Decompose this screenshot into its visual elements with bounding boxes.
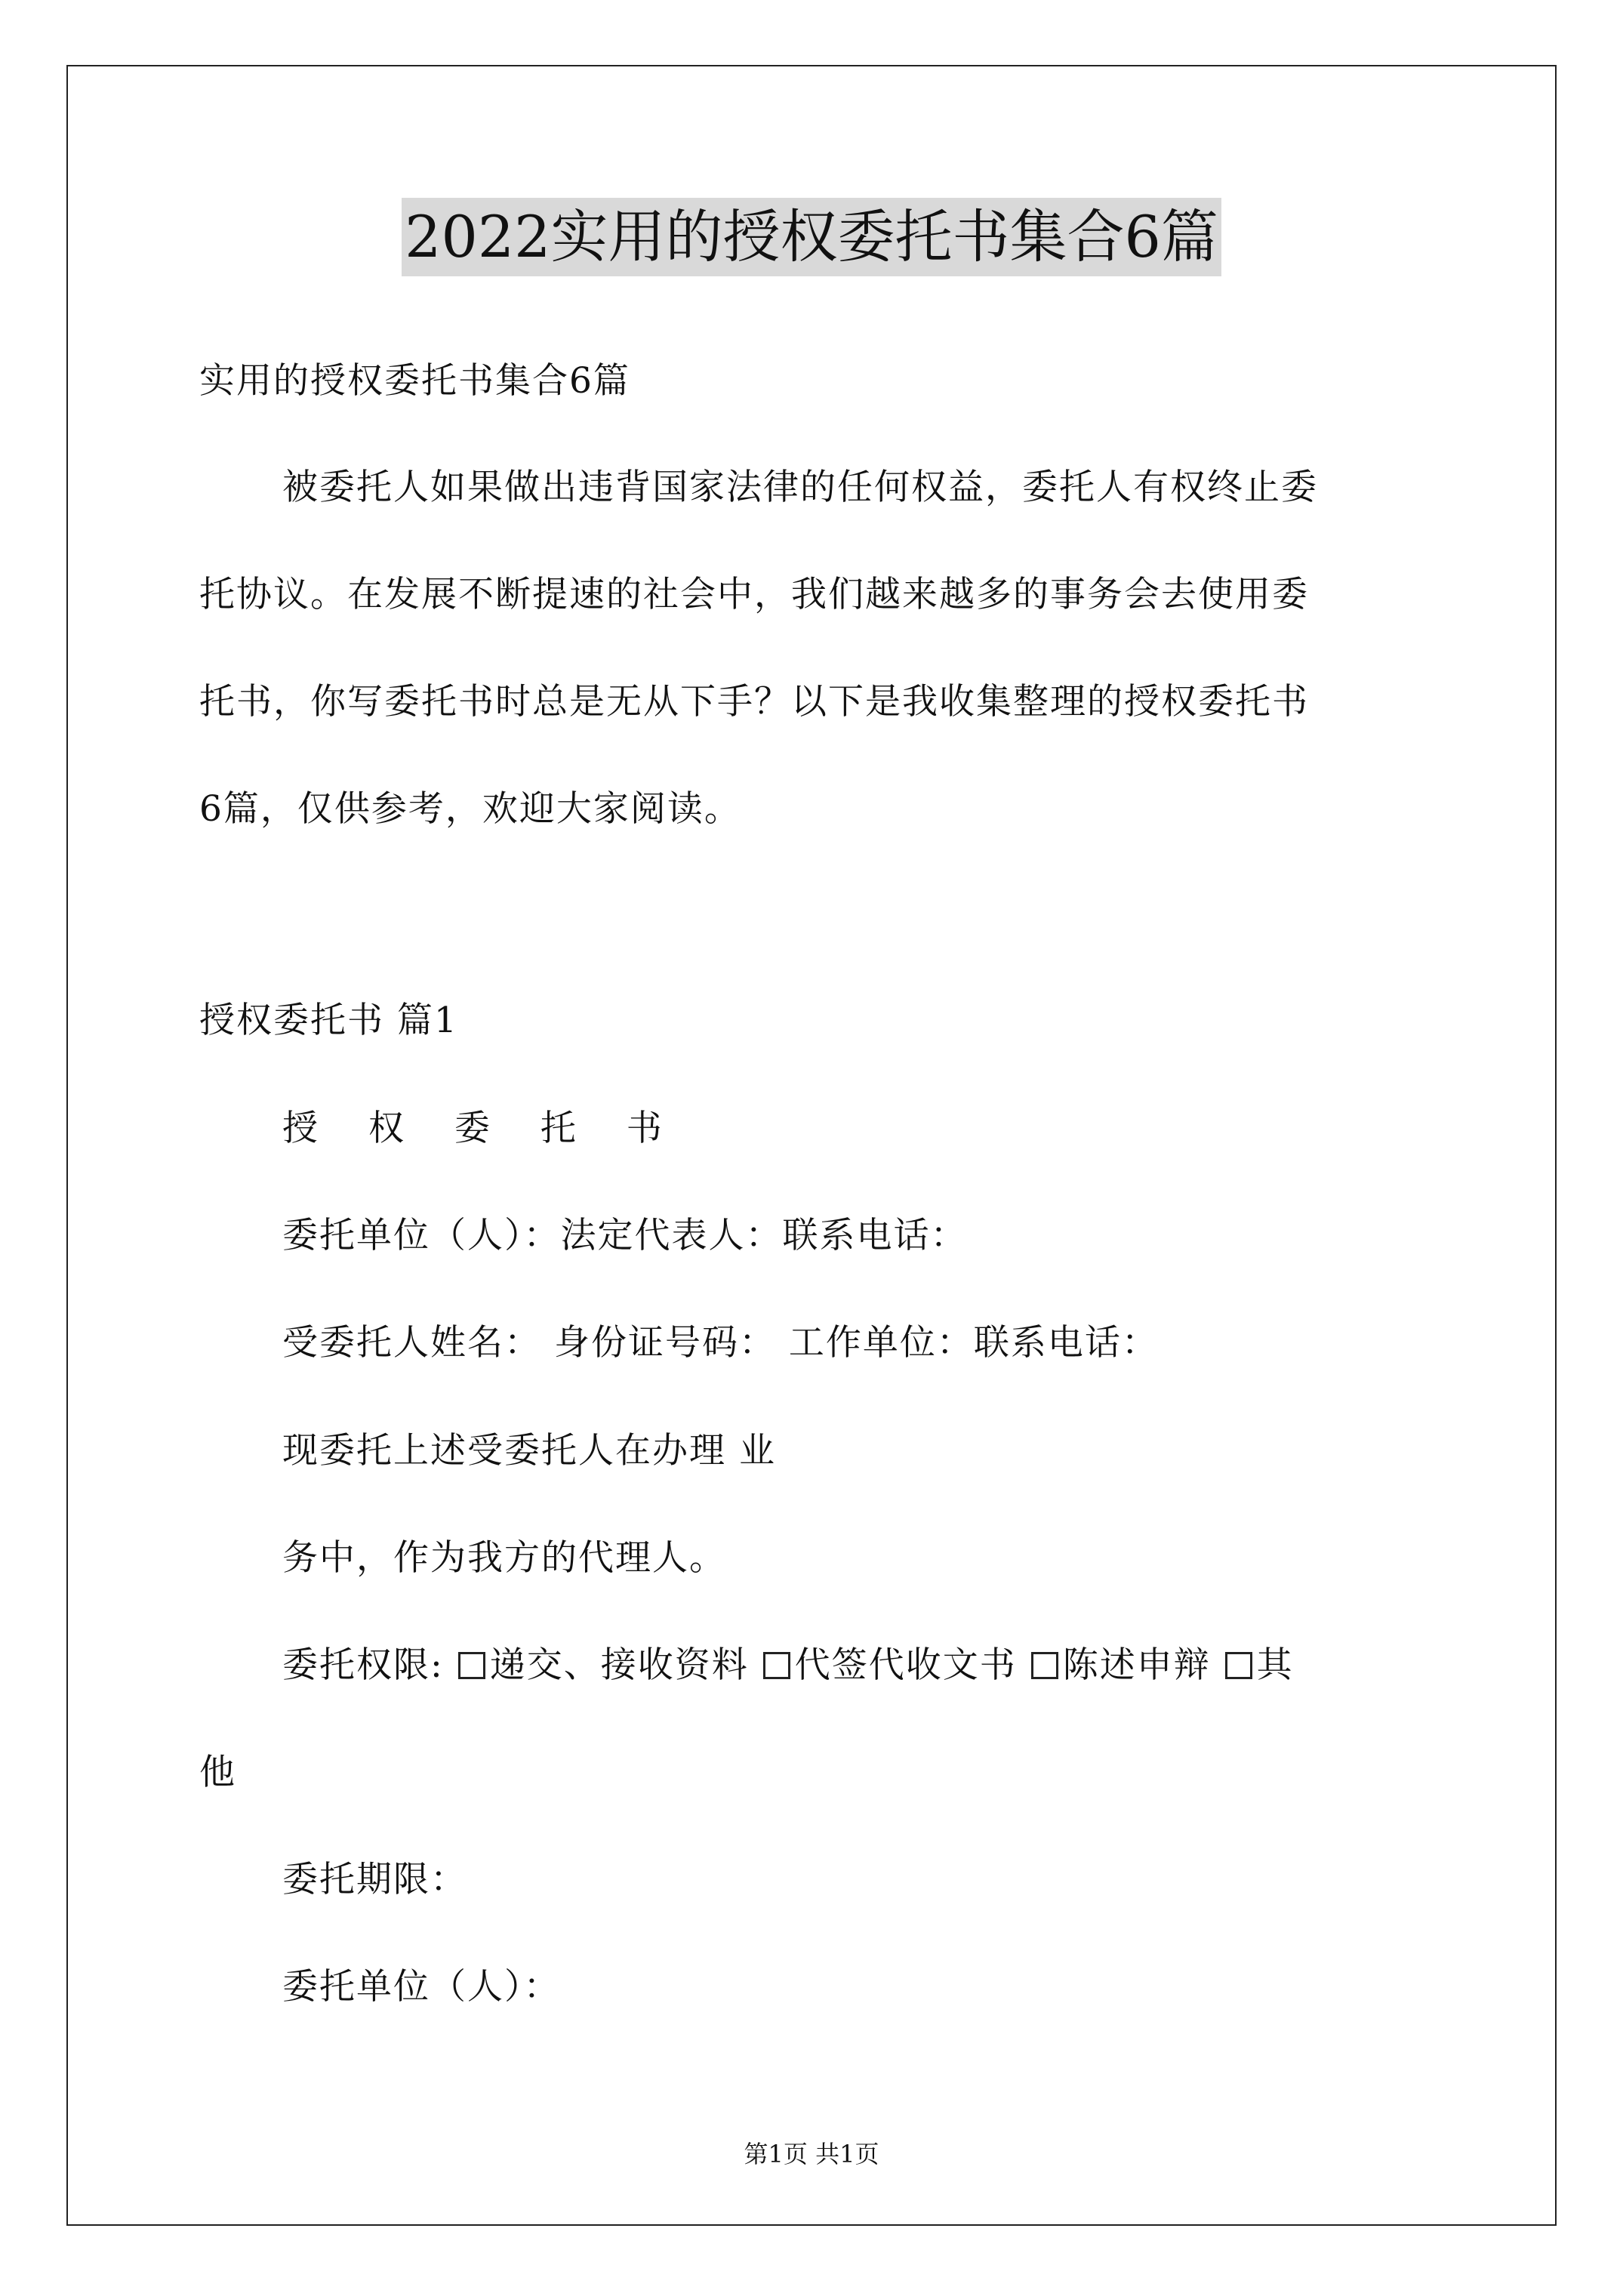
page-footer: 第1页 共1页 [744,2140,879,2168]
principal-sign-line: 委托单位（人）： [282,1966,561,2008]
authority-option-statement-defense: 陈述申辩 [1062,1644,1211,1686]
authority-option-other: 其 [1256,1644,1294,1686]
document-subtitle: 实用的授权委托书集合6篇 [199,360,630,402]
checkbox-other [1225,1652,1252,1679]
authority-option-submit-receive: 递交、接收资料 [489,1644,749,1686]
intro-line-3: 托书，你写委托书时总是无从下手？以下是我收集整理的授权委托书 [199,681,1309,723]
document-title-wrap [0,198,1623,276]
authority-line-wrap: 他 [199,1752,236,1793]
entrust-line-2: 务中，作为我方的代理人。 [282,1537,726,1579]
authority-line [282,1643,1294,1688]
intro-line-1: 被委托人如果做出违背国家法律的任何权益，委托人有权终止委 [282,467,1318,508]
intro-line-2: 托协议。在发展不断提速的社会中，我们越来越多的事务会去使用委 [199,574,1309,615]
entrust-line-1: 现委托上述受委托人在办理 业 [282,1430,776,1472]
intro-line-4: 6篇，仅供参考，欢迎大家阅读。 [199,788,741,830]
document-title: 2022实用的授权委托书集合6篇 [402,198,1221,276]
section-heading: 授权委托书 篇1 [199,1000,458,1041]
principal-info-line: 委托单位（人）：法定代表人：联系电话： [282,1215,968,1256]
agent-info-line: 受委托人姓名： 身份证号码： 工作单位：联系电话： [282,1322,1159,1364]
checkbox-sign-documents [763,1652,790,1679]
section-doc-title: 授 权 委 托 书 [282,1108,682,1149]
period-label: 委托期限： [282,1859,467,1900]
authority-label: 委托权限: [282,1644,444,1686]
checkbox-statement-defense [1031,1652,1058,1679]
checkbox-submit-receive [458,1652,485,1679]
authority-option-sign-documents: 代签代收文书 [794,1644,1017,1686]
